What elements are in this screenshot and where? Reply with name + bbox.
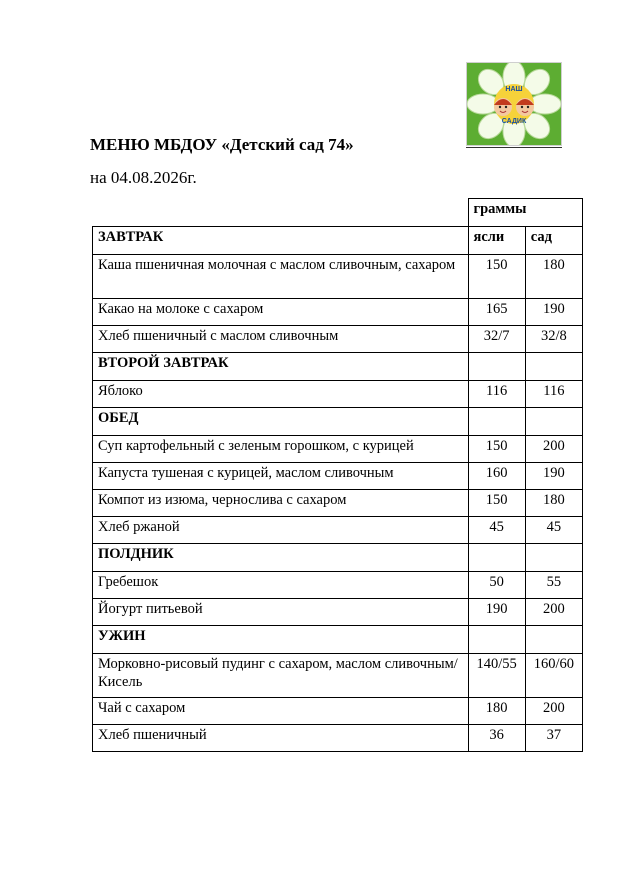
section-title: УЖИН: [93, 626, 469, 654]
portion-nursery: 190: [468, 599, 525, 626]
table-row: [93, 326, 583, 353]
portion-garden: 200: [525, 436, 582, 463]
portion-nursery: 50: [468, 572, 525, 599]
section-empty-cell: [525, 353, 582, 381]
portion-garden: 160/60: [525, 654, 582, 698]
dish-name: Морковно-рисовый пудинг с сахаром, маслом сливочным/Кисель: [93, 654, 469, 698]
portion-garden: 200: [525, 599, 582, 626]
grams-header: граммы: [468, 199, 583, 227]
section-empty-cell: [525, 626, 582, 654]
kindergarten-logo: [466, 62, 562, 146]
table-row: [93, 572, 583, 599]
portion-garden: 200: [525, 698, 582, 725]
dish-name: Яблоко: [93, 381, 469, 408]
section-empty-cell: [525, 408, 582, 436]
table-row: [93, 490, 583, 517]
portion-garden: 37: [525, 725, 582, 752]
portion-garden: 32/8: [525, 326, 582, 353]
portion-nursery: 150: [468, 436, 525, 463]
portion-nursery: 45: [468, 517, 525, 544]
section-empty-cell: [468, 353, 525, 381]
header-empty-cell: [93, 199, 469, 227]
section-row: [93, 626, 583, 654]
flower-logo-icon: [467, 63, 561, 145]
portion-garden: 116: [525, 381, 582, 408]
dish-name: Суп картофельный с зеленым горошком, с курицей: [93, 436, 469, 463]
section-title: ПОЛДНИК: [93, 544, 469, 572]
dish-name: Йогурт питьевой: [93, 599, 469, 626]
table-row: [93, 255, 583, 299]
portion-garden: 190: [525, 463, 582, 490]
section-title: ЗАВТРАК: [93, 227, 469, 255]
table-row: [93, 381, 583, 408]
logo-text-top: НАШ: [505, 86, 523, 93]
dish-name: Хлеб ржаной: [93, 517, 469, 544]
section-row: [93, 544, 583, 572]
column-header-garden: сад: [525, 227, 582, 255]
section-row: [93, 408, 583, 436]
table-row: [93, 725, 583, 752]
portion-garden: 180: [525, 490, 582, 517]
dish-name: Какао на молоке с сахаром: [93, 299, 469, 326]
portion-garden: 45: [525, 517, 582, 544]
portion-nursery: 140/55: [468, 654, 525, 698]
section-empty-cell: [468, 544, 525, 572]
portion-nursery: 36: [468, 725, 525, 752]
page-title: МЕНЮ МБДОУ «Детский сад 74»: [90, 135, 354, 154]
portion-nursery: 165: [468, 299, 525, 326]
section-title: ОБЕД: [93, 408, 469, 436]
menu-table: [92, 198, 583, 752]
portion-garden: 180: [525, 255, 582, 299]
dish-name: Каша пшеничная молочная с маслом сливочным, сахаром: [93, 255, 469, 299]
section-row: [93, 353, 583, 381]
dish-name: Хлеб пшеничный с маслом сливочным: [93, 326, 469, 353]
portion-nursery: 32/7: [468, 326, 525, 353]
logo-text-bottom: САДИК: [501, 118, 527, 125]
dish-name: Чай с сахаром: [93, 698, 469, 725]
table-row: [93, 299, 583, 326]
section-empty-cell: [468, 408, 525, 436]
portion-nursery: 150: [468, 255, 525, 299]
table-row: [93, 463, 583, 490]
table-row: [93, 436, 583, 463]
section-row: [93, 227, 583, 255]
menu-date: на 04.08.2026г.: [90, 168, 197, 187]
section-title: ВТОРОЙ ЗАВТРАК: [93, 353, 469, 381]
portion-nursery: 180: [468, 698, 525, 725]
table-row: [93, 517, 583, 544]
portion-nursery: 160: [468, 463, 525, 490]
portion-nursery: 150: [468, 490, 525, 517]
table-header-grams: [93, 199, 583, 227]
logo-divider: [466, 147, 562, 148]
section-empty-cell: [468, 626, 525, 654]
dish-name: Компот из изюма, чернослива с сахаром: [93, 490, 469, 517]
table-row: [93, 698, 583, 725]
portion-garden: 55: [525, 572, 582, 599]
table-row: [93, 654, 583, 698]
column-header-nursery: ясли: [468, 227, 525, 255]
dish-name: Гребешок: [93, 572, 469, 599]
portion-nursery: 116: [468, 381, 525, 408]
section-empty-cell: [525, 544, 582, 572]
dish-name: Капуста тушеная с курицей, маслом сливочным: [93, 463, 469, 490]
dish-name: Хлеб пшеничный: [93, 725, 469, 752]
table-row: [93, 599, 583, 626]
portion-garden: 190: [525, 299, 582, 326]
